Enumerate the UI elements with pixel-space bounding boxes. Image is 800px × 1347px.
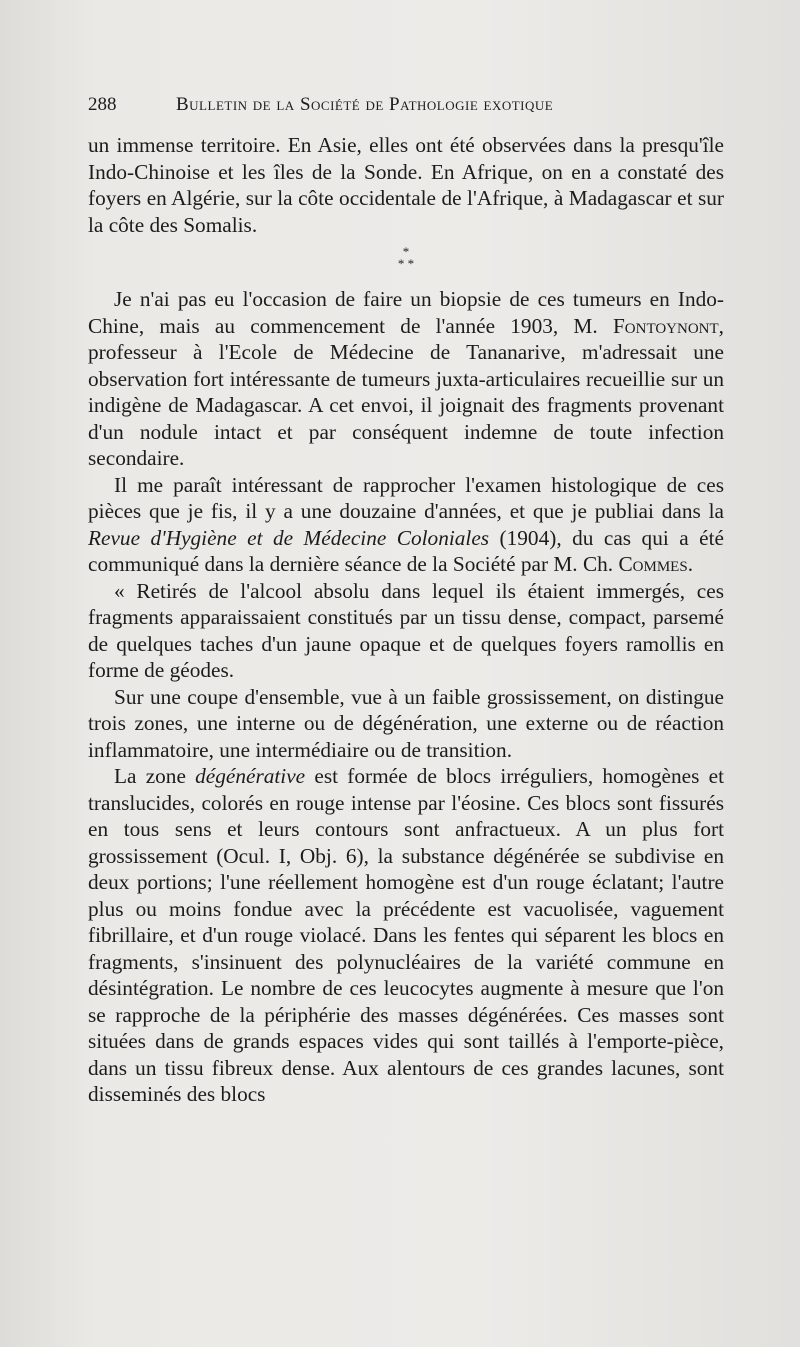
separator-star-bottom: * * <box>397 256 415 271</box>
paragraph-4: « Retirés de l'alcool absolu dans lequel ils étaient immergés, ces fragments apparaissaient constitués par un tissu dense, compact, parsemé de quelques taches d'un jaune opaque et de quelques foyers ramollis en forme de géodes. <box>88 578 724 682</box>
paragraph-1: un immense territoire. En Asie, elles ont été observées dans la presqu'île Indo-Chinoise et les îles de la Sonde. En Afrique, on en a constaté des foyers en Algérie, sur la côte occidentale de l'Afrique, à Madagascar et sur la côte des Somalis. <box>88 133 724 237</box>
author-name-fontoynont: Fontoynont <box>612 313 719 338</box>
running-title: Bulletin de la Société de Pathologie exotique <box>176 94 554 115</box>
journal-title: Revue d'Hygiène et de Médecine Coloniales <box>88 525 490 550</box>
paragraph-3-text-b: (1904), du cas qui a été communiqué dans la dernière séance de la Société par M. Ch. <box>88 525 724 576</box>
paragraph-2-text-a: Je n'ai pas eu l'occasion de faire un biopsie de ces tumeurs en Indo-Chine, mais au commencement de l'année 1903, M. <box>88 287 724 338</box>
article-body <box>88 132 724 1108</box>
term-degenerative: dégénérative <box>195 764 306 788</box>
paragraph-3 <box>88 472 724 578</box>
paragraph-3-text-c: . <box>687 552 694 576</box>
paragraph-6-text-b: est formée de blocs irréguliers, homogènes et translucides, colorés en rouge intense par l'éosine. Ces blocs sont fissurés en tous sens et leurs contours sont anfractueux. A un plus fort grossissement (Ocul. I, Obj. 6), la substance dégénérée se subdivise en deux portions; l'une réellement homogène est d'un rouge éclatant; l'autre plus ou moins fondue avec la précédente est vacuolisée, vaguement fibrillaire, et d'un rouge violacé. Dans les fentes qui séparent les blocs en fragments, s'insinuent des polynucléaires de la variété commune en désintégration. Le nombre de ces leucocytes augmente à mesure que l'on se rapproche de la périphérie des masses dégénérées. Ces masses sont situées dans de grands espaces vides qui sont taillés à l'emporte-pièce, dans un tissu fibreux dense. Aux alentours de ces grandes lacunes, sont disseminés des blocs <box>88 764 725 1106</box>
page-header <box>88 94 720 124</box>
paragraph-2 <box>88 286 724 472</box>
paragraph-6-text-a: La zone <box>114 764 196 788</box>
separator-star-top: * <box>402 244 410 259</box>
paragraph-2-text-b: , professeur à l'Ecole de Médecine de Tananarive, m'adressait une observation fort intéressante de tumeurs juxta-articulaires recueillie sur un indigène de Madagascar. A cet envoi, il joignait des fragments provenant d'un nodule intact et par conséquent indemne de toute infection secondaire. <box>88 313 724 470</box>
paragraph-6 <box>88 763 724 1108</box>
author-name-commes: Commes <box>618 552 688 576</box>
section-separator <box>88 246 724 270</box>
paragraph-5: Sur une coupe d'ensemble, vue à un faible grossissement, on distingue trois zones, une interne ou de dégénération, une externe ou de réaction inflammatoire, une intermédiaire ou de transition. <box>88 684 724 762</box>
page-number: 288 <box>88 94 117 115</box>
paragraph-3-text-a: Il me paraît intéressant de rapprocher l'examen histologique de ces pièces que je fis, il y a une douzaine d'années, et que je publiai dans la <box>88 472 724 523</box>
